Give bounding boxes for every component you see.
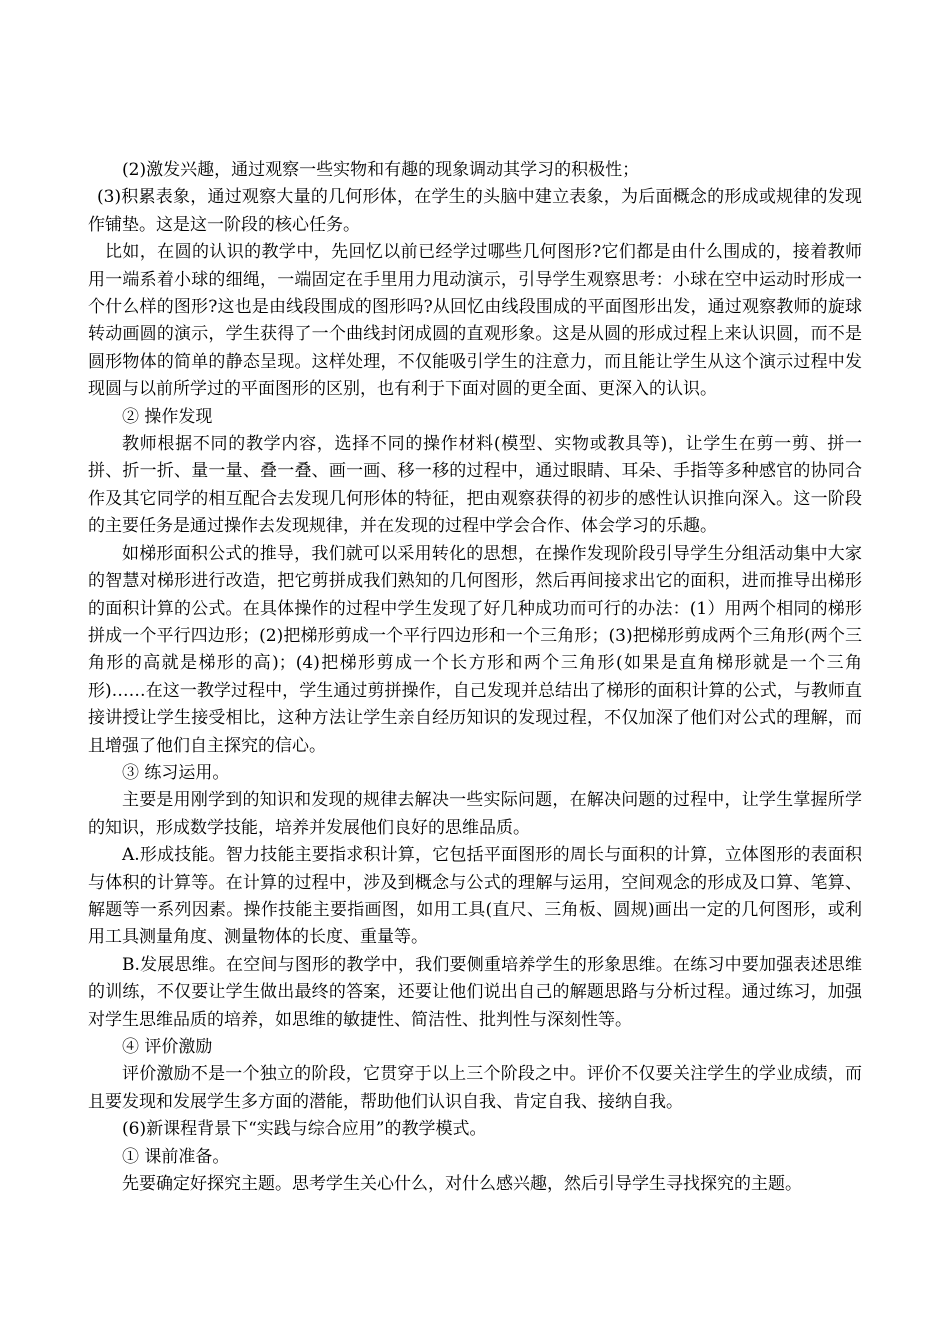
heading-pre-class-preparation: ① 课前准备。 <box>122 1146 230 1167</box>
paragraph-accumulate-imagery: (3)积累表象，通过观察大量的几何形体，在学生的头脑中建立表象，为后面概念的形成或规律的发现作铺垫。这是这一阶段的核心任务。 <box>88 187 862 235</box>
heading-evaluate-motivate: ④ 评价激励 <box>122 1037 213 1057</box>
paragraph-operate-materials: 教师根据不同的教学内容，选择不同的操作材料(模型、实物或教具等)，让学生在剪一剪、拼一拼、折一折、量一量、叠一叠、画一画、移一移的过程中，通过眼睛、耳朵、手指等多种感官的协同合作及其它同学的相互配合去发现几何形体的特征，把由观察获得的初步的感性认识推向深入。这一阶段的主要任务是通过操作去发现规律，并在发现的过程中学会合作、体会学习的乐趣。 <box>88 434 862 537</box>
paragraph-circle-example: 比如，在圆的认识的教学中，先回忆以前已经学过哪些几何图形?它们都是由什么围成的，接着教师用一端系着小球的细绳，一端固定在手里用力甩动演示，引导学生观察思考：小球在空中运动时形成一个什么样的图形?这也是由线段围成的图形吗?从回忆由线段围成的平面图形出发，通过观察教师的旋球转动画圆的演示，学生获得了一个曲线封闭成圆的直观形象。这是从圆的形成过程上来认识圆，而不是圆形物体的简单的静态呈现。这样处理，不仅能吸引学生的注意力，而且能让学生从这个演示过程中发现圆与以前所学过的平面图形的区别，也有利于下面对圆的更全面、更深入的认识。 <box>88 242 862 400</box>
paragraph-develop-thinking: B.发展思维。在空间与图形的教学中，我们要侧重培养学生的形象思维。在练习中要加强表述思维的训练，不仅要让学生做出最终的答案，还要让他们说出自己的解题思路与分析过程。通过练习，加强对学生思维品质的培养，如思维的敏捷性、简洁性、批判性与深刻性等。 <box>88 954 862 1030</box>
paragraph-trapezoid-example: 如梯形面积公式的推导，我们就可以采用转化的思想，在操作发现阶段引导学生分组活动集中大家的智慧对梯形进行改造，把它剪拼成我们熟知的几何图形，然后再间接求出它的面积，进而推导出梯形的面积计算的公式。在具体操作的过程中学生发现了好几种成功而可行的办法：(1）用两个相同的梯形拼成一个平行四边形；(2)把梯形剪成一个平行四边形和一个三角形；(3)把梯形剪成两个三角形(两个三角形的高就是梯形的高)；(4)把梯形剪成一个长方形和两个三角形(如果是直角梯形就是一个三角形)……在这一教学过程中，学生通过剪拼操作，自己发现并总结出了梯形的面积计算的公式，与教师直接讲授让学生接受相比，这种方法让学生亲自经历知识的发现过程，不仅加深了他们对公式的理解，而且增强了他们自主探究的信心。 <box>88 543 862 756</box>
heading-operate-discover: ② 操作发现 <box>122 406 213 427</box>
paragraph-form-skills: A.形成技能。智力技能主要指求积计算，它包括平面图形的周长与面积的计算，立体图形的表面积与体积的计算等。在计算的过程中，涉及到概念与公式的理解与运用，空间观念的形成及口算、笔算、解题等一系列因素。操作技能主要指画图，如用工具(直尺、三角板、圆规)画出一定的几何图形，或利用工具测量角度、测量物体的长度、重量等。 <box>88 845 862 948</box>
paragraph-practice-main: 主要是用刚学到的知识和发现的规律去解决一些实际问题，在解决问题的过程中，让学生掌握所学的知识，形成数学技能，培养并发展他们良好的思维品质。 <box>88 790 862 838</box>
heading-practice-comprehensive-model: (6)新课程背景下“实践与综合应用”的教学模式。 <box>122 1119 487 1140</box>
heading-practice-apply: ③ 练习运用。 <box>122 762 230 783</box>
paragraph-evaluate-motivate: 评价激励不是一个独立的阶段，它贯穿于以上三个阶段之中。评价不仅要关注学生的学业成绩，而且要发现和发展学生多方面的潜能，帮助他们认识自我、肯定自我、接纳自我。 <box>88 1064 862 1112</box>
paragraph-pre-class-preparation: 先要确定好探究主题。思考学生关心什么，对什么感兴趣，然后引导学生寻找探究的主题。 <box>122 1174 802 1195</box>
paragraph-stimulate-interest: (2)激发兴趣，通过观察一些实物和有趣的现象调动其学习的积极性； <box>122 160 640 180</box>
document-page <box>88 157 862 1198</box>
